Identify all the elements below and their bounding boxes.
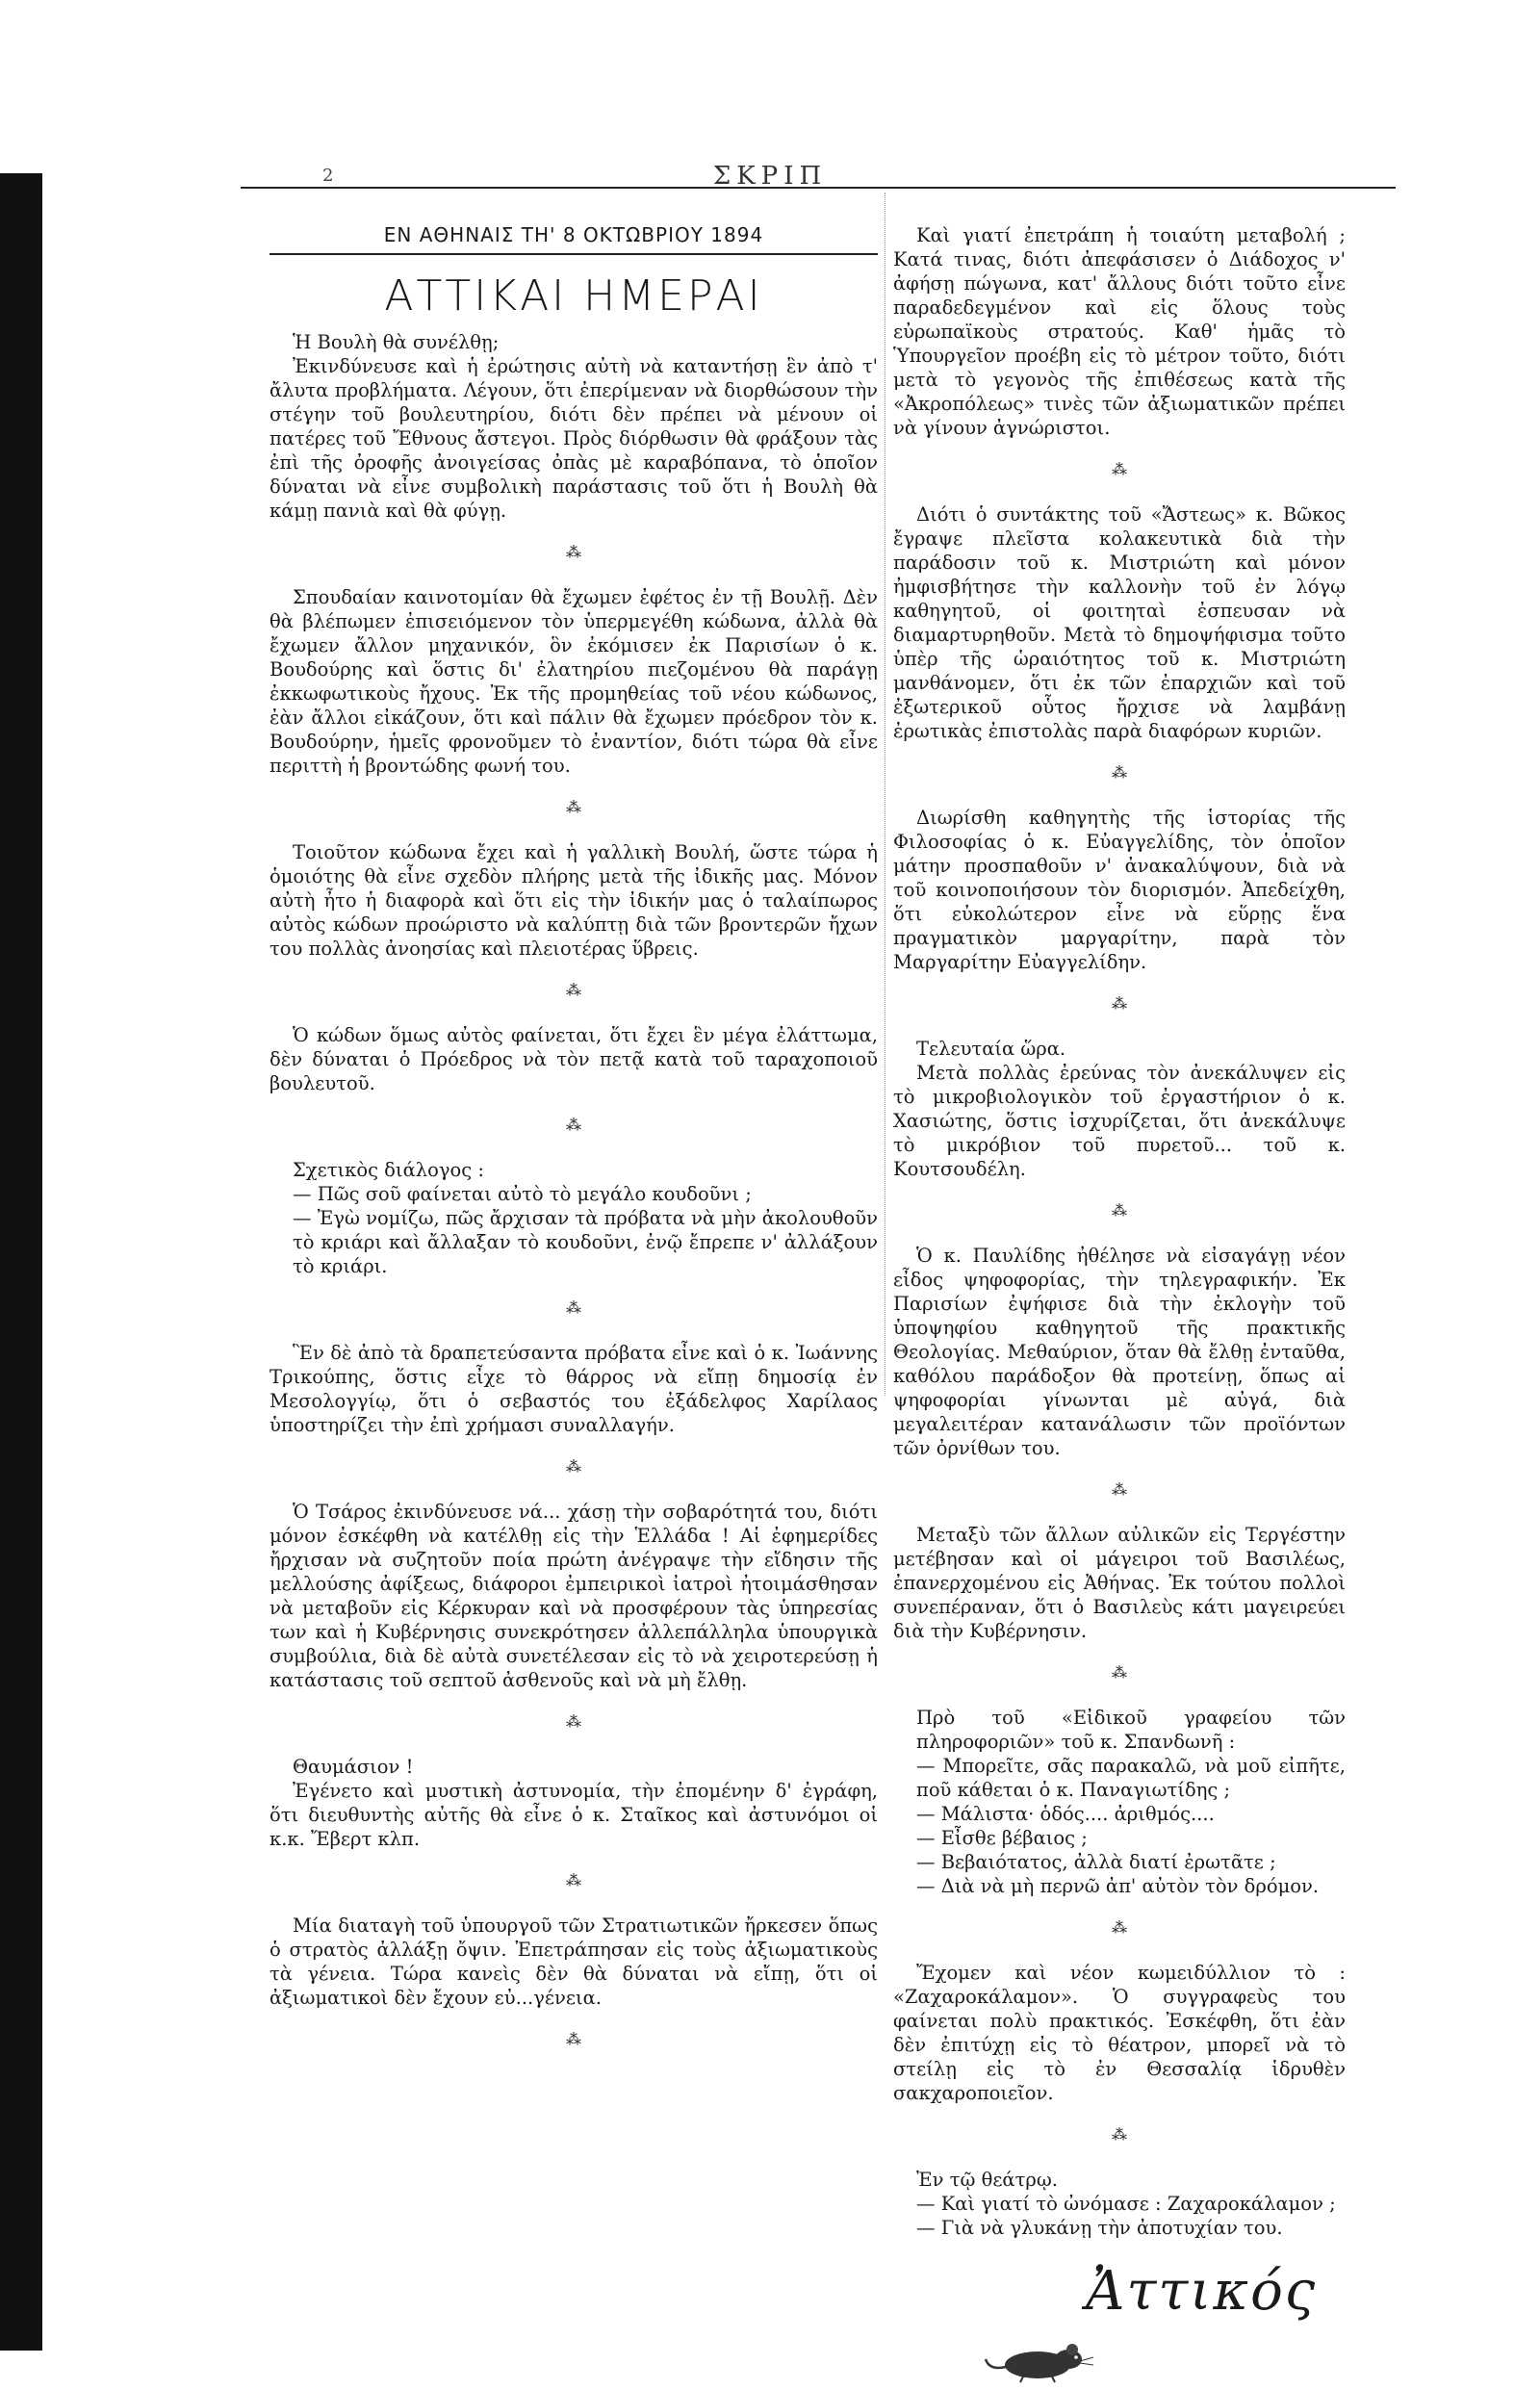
separator-ornament: ⁂ — [566, 1116, 581, 1134]
paragraph: Μία διαταγὴ τοῦ ὑπουργοῦ τῶν Στρατιωτικῶν ἤρκεσεν ὅπως ὁ στρατὸς ἀλλάξῃ ὄψιν. Ἐπετράπησαν εἰς τοὺς ἀξιωματικοὺς τὰ γένεια. Τώρα κανεὶς δὲν θὰ δύναται νὰ εἴπῃ, ὅτι οἱ ἀξιωματικοὶ δὲν ἔχουν εὐ...γένεια. — [270, 1915, 878, 2009]
paragraph: Ἔχομεν καὶ νέον κωμειδύλλιον τὸ : «Ζαχαροκάλαμον». Ὁ συγγραφεὺς του φαίνεται πολὺ πρακτικός. Ἐσκέφθη, ὅτι ἐὰν δὲν ἐπιτύχῃ εἰς τὸ θέατρον, μπορεῖ νὰ τὸ στείλῃ εἰς τὸ ἐν Θεσσαλίᾳ ἱδρυθὲν σακχαροποιεῖον. — [893, 1962, 1346, 2104]
dialog-line: — Μάλιστα· ὁδός.... ἀριθμός.... — [916, 1803, 1215, 1825]
dialog-line: — Μπορεῖτε, σᾶς παρακαλῶ, νὰ μοῦ εἰπῆτε, ποῦ κάθεται ὁ κ. Παναγιωτίδης ; — [916, 1755, 1346, 1801]
separator-ornament: ⁂ — [566, 1712, 581, 1731]
article-block — [893, 223, 1346, 440]
paragraph: Τελευταία ὥρα. — [916, 1038, 1066, 1060]
left-column — [270, 223, 878, 2072]
paragraph: Τοιοῦτον κώδωνα ἔχει καὶ ἡ γαλλικὴ Βουλή, ὥστε τώρα ἡ ὁμοιότης θὰ εἶνε σχεδὸν πλήρης μετὰ τῆς ἰδικῆς μας. Μόνον αὐτὴ ἦτο ἡ διαφορὰ καὶ ὅτι εἰς τὴν ἰδικήν μας ὁ ταλαίπωρος αὐτὸς κώδων προώριστο νὰ καλύπτῃ διὰ τῶν βροντερῶν ἤχων του πολλὰς ἀνοησίας καὶ πλειοτέρας ὕβρεις. — [270, 841, 878, 960]
article-block — [270, 1755, 878, 1851]
article-block — [893, 502, 1346, 743]
right-column — [893, 223, 1346, 2390]
article-block — [893, 1244, 1346, 1460]
dialog-line: — Καὶ γιατί τὸ ὠνόμασε : Ζαχαροκάλαμον ; — [916, 2193, 1336, 2215]
paragraph: Ὁ κ. Παυλίδης ἠθέλησε νὰ εἰσαγάγῃ νέον εἶδος ψηφοφορίας, τὴν τηλεγραφικήν. Ἐκ Παρισίων ἐψήφισε διὰ τὴν ἐκλογὴν τοῦ ὑποψηφίου καθηγητοῦ τῆς πρακτικῆς Θεολογίας. Μεθαύριον, ὅταν θὰ ἔλθῃ ἐνταῦθα, καθόλου παράδοξον θὰ προτείνῃ, ὅπως αἱ ψηφοφορίαι γίνωνται μὲ αὐγά, διὰ μεγαλειτέραν κατανάλωσιν τῶν προϊόντων τῶν ὀρνίθων του. — [893, 1245, 1346, 1459]
separator-ornament: ⁂ — [1112, 1918, 1127, 1937]
separator-ornament: ⁂ — [1112, 1201, 1127, 1220]
article-block — [893, 1037, 1346, 1181]
paragraph: Διωρίσθη καθηγητὴς τῆς ἱστορίας τῆς Φιλοσοφίας ὁ κ. Εὐαγγελίδης, τὸν ὁποῖον μάτην προσπαθοῦν ν' ἀνακαλύψουν, διὰ νὰ τοῦ κοινοποιήσουν τὸν διορισμόν. Ἀπεδείχθη, ὅτι εὐκολώτερον εἶνε νὰ εὕρῃς ἕνα πραγματικὸν μαργαρίτην, παρὰ τὸν Μαργαρίτην Εὐαγγελίδην. — [893, 807, 1346, 973]
scan-binding-edge — [0, 173, 42, 2351]
paragraph: Ὁ Τσάρος ἐκινδύνευσε νά... χάσῃ τὴν σοβαρότητά του, διότι μόνον ἐσκέφθη νὰ κατέλθῃ εἰς τὴν Ἑλλάδα ! Αἱ ἐφημερίδες ἤρχισαν νὰ συζητοῦν ποία πρώτη ἀνέγραψε τὴν εἴδησιν τῆς μελλούσης ἀφίξεως, διάφοροι ἐμπειρικοὶ ἰατροὶ ἠτοιμάσθησαν νὰ μεταβοῦν εἰς Κέρκυραν καὶ νὰ προσφέρουν τὰς ὑπηρεσίας των καὶ ἡ Κυβέρνησις συνεκρότησεν ἀλλεπάλληλα ὑπουργικὰ συμβούλια, διὰ δὲ αὐτὰ συνετέλεσαν εἰς τὸ νὰ χειροτερεύσῃ ἡ κατάστασις τοῦ σεπτοῦ ἀσθενοῦς καὶ νὰ μὴ ἔλθῃ. — [270, 1501, 878, 1691]
paragraph: Σχετικὸς διάλογος : — [293, 1159, 484, 1181]
separator-ornament: ⁂ — [1112, 1663, 1127, 1682]
article-block — [893, 1961, 1346, 2105]
paragraph: Ὁ κώδων ὅμως αὐτὸς φαίνεται, ὅτι ἔχει ἓν μέγα ἐλάττωμα, δὲν δύναται ὁ Πρόεδρος νὰ τὸν πετᾷ κατὰ τοῦ ταραχοποιοῦ βουλευτοῦ. — [270, 1024, 878, 1094]
newspaper-header: ΣΚΡΙΠ — [712, 162, 828, 191]
separator-ornament: ⁂ — [566, 798, 581, 816]
paragraph: Θαυμάσιον ! — [293, 1756, 414, 1778]
paragraph: Καὶ γιατί ἐπετράπη ἡ τοιαύτη μεταβολή ; Κατά τινας, διότι ἀπεφάσισεν ὁ Διάδοχος ν' ἀφήσῃ πώγωνα, κατ' ἄλλους διότι τοῦτο εἶνε παραδεδεγμένον καὶ εἰς ὅλους τοὺς εὐρωπαϊκοὺς στρατούς. Καθ' ἡμᾶς τὸ Ὑπουργεῖον προέβη εἰς τὸ μέτρον τοῦτο, διότι μετὰ τὸ γεγονὸς τῆς ἐπιθέσεως κατὰ τῆς «Ἀκροπόλεως» τινὲς τῶν ἀξιωματικῶν πρέπει νὰ γίνουν ἀγνώριστοι. — [893, 224, 1346, 439]
dialog-line: — Εἶσθε βέβαιος ; — [916, 1827, 1088, 1849]
separator-ornament: ⁂ — [1112, 994, 1127, 1013]
separator-ornament: ⁂ — [566, 981, 581, 999]
separator-ornament: ⁂ — [566, 1871, 581, 1889]
author-signature: Ἀττικός — [1086, 2260, 1318, 2323]
article-block — [270, 330, 878, 523]
dateline: ΕΝ ΑΘΗΝΑΙΣ ΤΗ' 8 ΟΚΤΩΒΡΙΟΥ 1894 — [270, 223, 878, 255]
article-block — [270, 1500, 878, 1692]
paragraph: Ἐν τῷ θεάτρῳ. — [916, 2169, 1058, 2191]
article-block — [893, 806, 1346, 974]
separator-ornament: ⁂ — [1112, 1480, 1127, 1499]
separator-ornament: ⁂ — [566, 1457, 581, 1476]
dialog-line: — Ἐγὼ νομίζω, πῶς ἄρχισαν τὰ πρόβατα νὰ μὴν ἀκολουθοῦν τὸ κριάρι καὶ ἄλλαξαν τὸ κουδοῦνι, ἐνῷ ἔπρεπε ν' ἀλλάξουν τὸ κριάρι. — [293, 1207, 878, 1277]
section-title: ΑΤΤΙΚΑΙ ΗΜΕΡΑΙ — [384, 271, 763, 321]
paragraph: Πρὸ τοῦ «Εἰδικοῦ γραφείου τῶν πληροφοριῶν» τοῦ κ. Σπανδωνῆ : — [916, 1707, 1346, 1753]
separator-ornament: ⁂ — [566, 1298, 581, 1317]
page-number: 2 — [322, 166, 334, 186]
dialog-line: — Γιὰ νὰ γλυκάνῃ τὴν ἀποτυχίαν του. — [916, 2217, 1283, 2239]
separator-ornament: ⁂ — [1112, 460, 1127, 478]
paragraph: Σπουδαίαν καινοτομίαν θὰ ἔχωμεν ἐφέτος ἐν τῇ Βουλῇ. Δὲν θὰ βλέπωμεν ἐπισειόμενον τὸν ὑπερμεγέθη κώδωνα, ἀλλὰ θὰ ἔχωμεν ἄλλον μηχανικόν, ὃν ἐκόμισεν ἐκ Παρισίων ὁ κ. Βουδούρης καὶ ὅστις δι' ἐλατηρίου πιεζομένου θὰ παράγῃ ἐκκωφωτικοὺς ἤχους. Ἐκ τῆς προμηθείας τοῦ νέου κώδωνος, ἐὰν ἄλλοι εἰκάζουν, ὅτι καὶ πάλιν θὰ ἔχωμεν πρόεδρον τὸν κ. Βουδούρην, ἡμεῖς φρονοῦμεν τὸ ἐναντίον, διότι τώρα θὰ εἶνε περιττὴ ἡ βροντώδης φωνή του. — [270, 586, 878, 777]
article-block — [270, 585, 878, 778]
paragraph: Ἓν δὲ ἀπὸ τὰ δραπετεύσαντα πρόβατα εἶνε καὶ ὁ κ. Ἰωάννης Τρικούπης, ὅστις εἶχε τὸ θάρρος νὰ εἴπῃ δημοσίᾳ ἐν Μεσολογγίῳ, ὅτι ὁ σεβαστός του ἐξάδελφος Χαρίλαος ὑποστηρίζει τὴν ἐπὶ χρήμασι συναλλαγήν. — [270, 1342, 878, 1436]
dialog-line: — Βεβαιότατος, ἀλλὰ διατί ἐρωτᾶτε ; — [916, 1851, 1276, 1873]
article-block — [270, 1023, 878, 1095]
separator-ornament: ⁂ — [566, 543, 581, 561]
article-block — [893, 1523, 1346, 1643]
header-rule — [241, 187, 1396, 189]
separator-ornament: ⁂ — [1112, 763, 1127, 782]
mouse-illustration — [980, 2338, 1346, 2390]
article-block — [270, 840, 878, 961]
paragraph: Διότι ὁ συντάκτης τοῦ «Ἄστεως» κ. Βῶκος ἔγραψε πλεῖστα κολακευτικὰ διὰ τὴν παράδοσιν τοῦ κ. Μιστριώτη καὶ μόνον ἠμφισβήτησε τὴν καλλονὴν τοῦ ἐν λόγῳ καθηγητοῦ, οἱ φοιτηταὶ ἐσπευσαν νὰ διαμαρτυρηθοῦν. Μετὰ τὸ δημοψήφισμα τοῦτο ὑπὲρ τῆς ὡραιότητος τοῦ κ. Μιστριώτη μανθάνομεν, ὅτι ἐκ τῶν ἐπαρχιῶν καὶ τοῦ ἐξωτερικοῦ οὗτος ἤρχισε νὰ λαμβάνῃ ἐρωτικὰς ἐπιστολὰς παρὰ διαφόρων κυριῶν. — [893, 503, 1346, 742]
separator-ornament: ⁂ — [1112, 2125, 1127, 2144]
dialog-block — [893, 2168, 1346, 2240]
paragraph: Μεταξὺ τῶν ἄλλων αὐλικῶν εἰς Τεργέστην μετέβησαν καὶ οἱ μάγειροι τοῦ Βασιλέως, ἐπανερχομένου εἰς Ἀθήνας. Ἐκ τούτου πολλοὶ συνεπέραναν, ὅτι ὁ Βασιλεὺς κάτι μαγειρεύει διὰ τὴν Κυβέρνησιν. — [893, 1524, 1346, 1642]
dialog-line: — Πῶς σοῦ φαίνεται αὐτὸ τὸ μεγάλο κουδοῦνι ; — [293, 1183, 752, 1205]
paragraph: Ἡ Βουλὴ θὰ συνέλθῃ; — [293, 331, 500, 353]
dialog-block — [893, 1706, 1346, 1898]
paragraph: Ἐγένετο καὶ μυστικὴ ἀστυνομία, τὴν ἐπομένην δ' ἐγράφη, ὅτι διευθυντὴς αὐτῆς θὰ εἶνε ὁ κ. Σταῖκος καὶ ἀστυνόμοι οἱ κ.κ. Ἔβερτ κλπ. — [270, 1780, 878, 1850]
dialog-line: — Διὰ νὰ μὴ περνῶ ἀπ' αὐτὸν τὸν δρόμον. — [916, 1875, 1320, 1897]
article-block — [270, 1914, 878, 2010]
separator-ornament: ⁂ — [566, 2030, 581, 2048]
paragraph: Μετὰ πολλὰς ἐρεύνας τὸν ἀνεκάλυψεν εἰς τὸ μικροβιολογικὸν τοῦ ἐργαστήριον ὁ κ. Χασιώτης, ὅστις ἰσχυρίζεται, ὅτι ἀνεκάλυψε τὸ μικρόβιον τοῦ πυρετοῦ... τοῦ κ. Κουτσουδέλη. — [893, 1062, 1346, 1180]
article-block — [270, 1341, 878, 1437]
paragraph: Ἐκινδύνευσε καὶ ἡ ἐρώτησις αὐτὴ νὰ καταντήσῃ ἓν ἀπὸ τ' ἄλυτα προβλήματα. Λέγουν, ὅτι ἐπερίμεναν νὰ διορθώσουν τὴν στέγην τοῦ βουλευτηρίου, διότι δὲν πρέπει νὰ μένουν οἱ πατέρες τοῦ Ἔθνους ἄστεγοι. Πρὸς διόρθωσιν θὰ φράξουν τὰς ἐπὶ τῆς ὀροφῆς ἀνοιγείσας ὀπὰς μὲ καραβόπανα, τὸ ὁποῖον δύναται νὰ εἶνε συμβολικὴ παράστασις τοῦ ὅτι ἡ Βουλὴ θὰ κάμῃ πανιὰ καὶ θὰ φύγῃ. — [270, 355, 878, 522]
column-divider — [885, 193, 886, 1396]
dialog-block — [270, 1158, 878, 1278]
